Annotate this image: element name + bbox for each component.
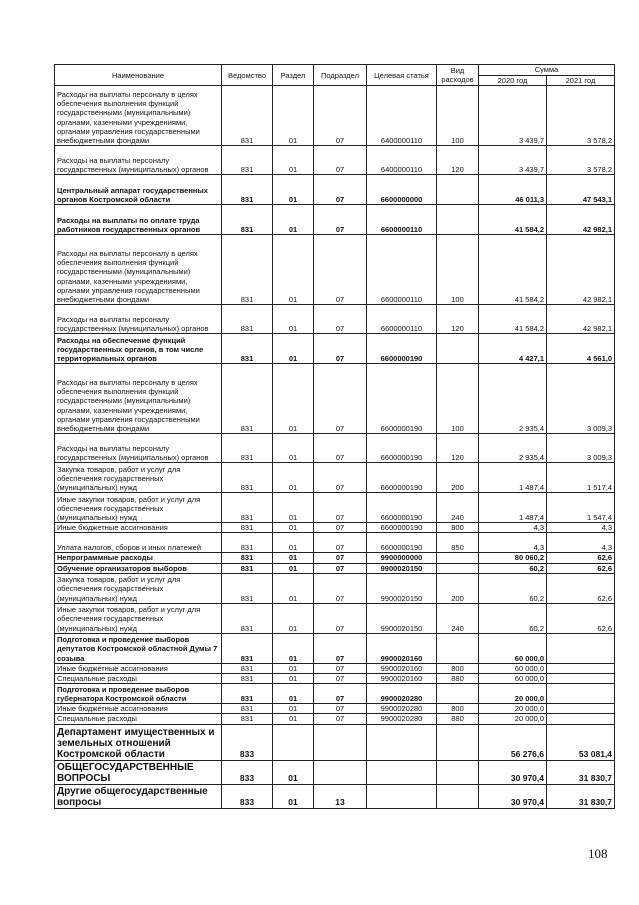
cell-dept: 831 bbox=[222, 663, 273, 673]
cell-target: 6600000190 bbox=[367, 523, 437, 533]
cell-subsection bbox=[314, 724, 367, 760]
cell-exptype: 850 bbox=[437, 533, 479, 553]
cell-y2020: 60,2 bbox=[479, 573, 547, 603]
cell-name: Специальные расходы bbox=[55, 714, 222, 724]
cell-target: 9900020280 bbox=[367, 714, 437, 724]
cell-y2020: 60 000,0 bbox=[479, 674, 547, 684]
cell-target: 6600000190 bbox=[367, 364, 437, 434]
cell-y2020: 60 000,0 bbox=[479, 663, 547, 673]
cell-dept: 831 bbox=[222, 563, 273, 573]
cell-target bbox=[367, 760, 437, 784]
cell-exptype bbox=[437, 760, 479, 784]
table-row bbox=[55, 603, 615, 633]
cell-name: Подготовка и проведение выборов губернатора Костромской области bbox=[55, 684, 222, 704]
cell-y2021: 1 517,4 bbox=[547, 463, 615, 493]
cell-subsection: 07 bbox=[314, 603, 367, 633]
table-row bbox=[55, 305, 615, 334]
cell-dept: 831 bbox=[222, 633, 273, 663]
cell-y2020: 4 427,1 bbox=[479, 334, 547, 364]
header-2021: 2021 год bbox=[547, 76, 615, 86]
cell-section: 01 bbox=[273, 633, 314, 663]
cell-exptype: 800 bbox=[437, 663, 479, 673]
cell-section: 01 bbox=[273, 364, 314, 434]
cell-dept: 831 bbox=[222, 714, 273, 724]
cell-name: Непрограммные расходы bbox=[55, 553, 222, 563]
table-row bbox=[55, 235, 615, 305]
cell-y2020: 20 000,0 bbox=[479, 684, 547, 704]
cell-target: 9900020280 bbox=[367, 704, 437, 714]
table-row bbox=[55, 463, 615, 493]
cell-section: 01 bbox=[273, 674, 314, 684]
cell-target: 9900020150 bbox=[367, 563, 437, 573]
cell-dept: 831 bbox=[222, 334, 273, 364]
cell-dept: 831 bbox=[222, 573, 273, 603]
cell-dept: 831 bbox=[222, 235, 273, 305]
cell-section: 01 bbox=[273, 523, 314, 533]
cell-name: Расходы на выплаты персоналу в целях обеспечения выполнения функций государственными (муниципальными) органами, казенными учреждениями, органами управления государственными внебюджетными фондами bbox=[55, 364, 222, 434]
budget-table bbox=[54, 64, 615, 809]
cell-y2021: 53 081,4 bbox=[547, 724, 615, 760]
cell-target: 9900000000 bbox=[367, 553, 437, 563]
cell-exptype bbox=[437, 684, 479, 704]
cell-dept: 831 bbox=[222, 704, 273, 714]
cell-target: 6600000190 bbox=[367, 434, 437, 463]
cell-section: 01 bbox=[273, 684, 314, 704]
cell-subsection: 07 bbox=[314, 663, 367, 673]
cell-y2021: 1 547,4 bbox=[547, 493, 615, 523]
cell-target: 6600000190 bbox=[367, 334, 437, 364]
cell-subsection: 07 bbox=[314, 704, 367, 714]
cell-exptype bbox=[437, 175, 479, 205]
cell-y2021: 4 561,0 bbox=[547, 334, 615, 364]
cell-y2020: 56 276,6 bbox=[479, 724, 547, 760]
cell-y2021: 3 578,2 bbox=[547, 146, 615, 175]
cell-y2021: 62,6 bbox=[547, 573, 615, 603]
cell-subsection: 07 bbox=[314, 533, 367, 553]
header-2020: 2020 год bbox=[479, 76, 547, 86]
table-row bbox=[55, 434, 615, 463]
header-dept: Ведомство bbox=[222, 65, 273, 86]
cell-subsection: 07 bbox=[314, 235, 367, 305]
cell-y2021: 62,6 bbox=[547, 603, 615, 633]
table-row bbox=[55, 493, 615, 523]
cell-y2020: 3 439,7 bbox=[479, 86, 547, 146]
cell-y2021: 42 982,1 bbox=[547, 205, 615, 235]
table-row bbox=[55, 714, 615, 724]
cell-name: Расходы на обеспечение функций государственных органов, в том числе территориальных органов bbox=[55, 334, 222, 364]
table-row bbox=[55, 146, 615, 175]
cell-y2021: 4,3 bbox=[547, 523, 615, 533]
table-row bbox=[55, 86, 615, 146]
cell-y2021 bbox=[547, 674, 615, 684]
cell-dept: 831 bbox=[222, 305, 273, 334]
cell-y2020: 46 011,3 bbox=[479, 175, 547, 205]
cell-target: 6400000110 bbox=[367, 86, 437, 146]
cell-subsection: 07 bbox=[314, 674, 367, 684]
page-number: 108 bbox=[588, 846, 608, 861]
table-row bbox=[55, 175, 615, 205]
cell-subsection: 07 bbox=[314, 205, 367, 235]
table-row bbox=[55, 563, 615, 573]
table-row bbox=[55, 633, 615, 663]
cell-section: 01 bbox=[273, 146, 314, 175]
cell-name: Другие общегосударственные вопросы bbox=[55, 784, 222, 808]
cell-dept: 831 bbox=[222, 463, 273, 493]
cell-y2021 bbox=[547, 633, 615, 663]
header-name: Наименование bbox=[55, 65, 222, 86]
cell-exptype bbox=[437, 553, 479, 563]
table-row bbox=[55, 724, 615, 760]
cell-y2020: 3 439,7 bbox=[479, 146, 547, 175]
cell-section: 01 bbox=[273, 533, 314, 553]
cell-dept: 831 bbox=[222, 146, 273, 175]
cell-dept: 831 bbox=[222, 523, 273, 533]
cell-name: Расходы на выплаты персоналу в целях обеспечения выполнения функций государственными (муниципальными) органами, казенными учреждениями, органами управления государственными внебюджетными фондами bbox=[55, 235, 222, 305]
cell-dept: 831 bbox=[222, 674, 273, 684]
cell-name: Расходы на выплаты персоналу в целях обеспечения выполнения функций государственными (муниципальными) органами, казенными учреждениями, органами управления государственными внебюджетными фондами bbox=[55, 86, 222, 146]
cell-y2020: 1 487,4 bbox=[479, 463, 547, 493]
cell-section: 01 bbox=[273, 235, 314, 305]
table-row bbox=[55, 334, 615, 364]
cell-y2021 bbox=[547, 684, 615, 704]
cell-y2021: 31 830,7 bbox=[547, 784, 615, 808]
cell-section: 01 bbox=[273, 784, 314, 808]
cell-subsection: 07 bbox=[314, 334, 367, 364]
cell-y2020: 41 584,2 bbox=[479, 305, 547, 334]
cell-y2021 bbox=[547, 663, 615, 673]
cell-section: 01 bbox=[273, 760, 314, 784]
cell-y2020: 41 584,2 bbox=[479, 205, 547, 235]
cell-y2021: 62,6 bbox=[547, 563, 615, 573]
cell-y2021: 3 009,3 bbox=[547, 364, 615, 434]
cell-dept: 831 bbox=[222, 205, 273, 235]
cell-exptype: 200 bbox=[437, 463, 479, 493]
cell-target: 6600000110 bbox=[367, 305, 437, 334]
table-row bbox=[55, 784, 615, 808]
cell-section: 01 bbox=[273, 704, 314, 714]
cell-exptype bbox=[437, 563, 479, 573]
cell-name: Департамент имущественных и земельных отношений Костромской области bbox=[55, 724, 222, 760]
cell-y2021: 3 009,3 bbox=[547, 434, 615, 463]
cell-exptype: 240 bbox=[437, 603, 479, 633]
cell-exptype: 120 bbox=[437, 434, 479, 463]
cell-section: 01 bbox=[273, 205, 314, 235]
cell-name: Расходы на выплаты персоналу государственных (муниципальных) органов bbox=[55, 146, 222, 175]
cell-dept: 831 bbox=[222, 533, 273, 553]
cell-y2021 bbox=[547, 714, 615, 724]
cell-subsection: 07 bbox=[314, 463, 367, 493]
cell-target: 9900020160 bbox=[367, 663, 437, 673]
cell-name: Специальные расходы bbox=[55, 674, 222, 684]
header-target: Целевая статья bbox=[367, 65, 437, 86]
cell-section: 01 bbox=[273, 663, 314, 673]
cell-dept: 831 bbox=[222, 364, 273, 434]
cell-target: 9900020160 bbox=[367, 674, 437, 684]
cell-y2020: 2 935,4 bbox=[479, 434, 547, 463]
cell-exptype bbox=[437, 334, 479, 364]
cell-exptype: 100 bbox=[437, 364, 479, 434]
cell-exptype bbox=[437, 784, 479, 808]
cell-exptype: 100 bbox=[437, 86, 479, 146]
cell-y2020: 2 935,4 bbox=[479, 364, 547, 434]
cell-section: 01 bbox=[273, 553, 314, 563]
cell-section: 01 bbox=[273, 463, 314, 493]
cell-exptype bbox=[437, 724, 479, 760]
cell-y2021: 31 830,7 bbox=[547, 760, 615, 784]
cell-name: Расходы на выплаты по оплате труда работников государственных органов bbox=[55, 205, 222, 235]
cell-dept: 831 bbox=[222, 553, 273, 563]
cell-section: 01 bbox=[273, 305, 314, 334]
cell-exptype: 100 bbox=[437, 235, 479, 305]
cell-y2021: 3 578,2 bbox=[547, 86, 615, 146]
cell-target: 6600000110 bbox=[367, 205, 437, 235]
cell-dept: 833 bbox=[222, 760, 273, 784]
cell-dept: 833 bbox=[222, 784, 273, 808]
cell-subsection: 07 bbox=[314, 434, 367, 463]
cell-section: 01 bbox=[273, 714, 314, 724]
table-row bbox=[55, 533, 615, 553]
cell-exptype: 120 bbox=[437, 305, 479, 334]
cell-dept: 833 bbox=[222, 724, 273, 760]
cell-section: 01 bbox=[273, 493, 314, 523]
header-exptype: Вид расходов bbox=[437, 65, 479, 86]
cell-y2020: 30 970,4 bbox=[479, 760, 547, 784]
cell-y2020: 4,3 bbox=[479, 533, 547, 553]
table-row bbox=[55, 205, 615, 235]
cell-name: Расходы на выплаты персоналу государственных (муниципальных) органов bbox=[55, 305, 222, 334]
cell-subsection: 07 bbox=[314, 523, 367, 533]
cell-y2020: 20 000,0 bbox=[479, 714, 547, 724]
cell-subsection: 07 bbox=[314, 553, 367, 563]
cell-name: Иные бюджетные ассигнования bbox=[55, 704, 222, 714]
cell-exptype bbox=[437, 205, 479, 235]
cell-y2020: 60,2 bbox=[479, 603, 547, 633]
cell-section: 01 bbox=[273, 175, 314, 205]
table-row bbox=[55, 760, 615, 784]
cell-section: 01 bbox=[273, 563, 314, 573]
header-subsection: Подраздел bbox=[314, 65, 367, 86]
cell-dept: 831 bbox=[222, 684, 273, 704]
cell-exptype bbox=[437, 633, 479, 663]
cell-target: 6600000000 bbox=[367, 175, 437, 205]
cell-y2021: 4,3 bbox=[547, 533, 615, 553]
cell-target: 6600000190 bbox=[367, 533, 437, 553]
cell-exptype: 880 bbox=[437, 674, 479, 684]
cell-dept: 831 bbox=[222, 493, 273, 523]
cell-name: Иные бюджетные ассигнования bbox=[55, 523, 222, 533]
cell-name: Иные закупки товаров, работ и услуг для обеспечения государственных (муниципальных) нужд bbox=[55, 603, 222, 633]
header-section: Раздел bbox=[273, 65, 314, 86]
cell-y2021: 47 543,1 bbox=[547, 175, 615, 205]
table-row bbox=[55, 674, 615, 684]
table-row bbox=[55, 663, 615, 673]
cell-target: 6600000110 bbox=[367, 235, 437, 305]
table-row bbox=[55, 553, 615, 563]
cell-y2021: 42 982,1 bbox=[547, 235, 615, 305]
cell-dept: 831 bbox=[222, 175, 273, 205]
cell-target: 6600000190 bbox=[367, 463, 437, 493]
cell-name: Центральный аппарат государственных органов Костромской области bbox=[55, 175, 222, 205]
cell-name: Закупка товаров, работ и услуг для обеспечения государственных (муниципальных) нужд bbox=[55, 573, 222, 603]
table-row bbox=[55, 523, 615, 533]
cell-subsection bbox=[314, 760, 367, 784]
cell-y2020: 20 000,0 bbox=[479, 704, 547, 714]
cell-exptype: 800 bbox=[437, 523, 479, 533]
cell-name: Закупка товаров, работ и услуг для обеспечения государственных (муниципальных) нужд bbox=[55, 463, 222, 493]
cell-y2020: 1 487,4 bbox=[479, 493, 547, 523]
cell-subsection: 07 bbox=[314, 146, 367, 175]
cell-subsection: 07 bbox=[314, 684, 367, 704]
cell-subsection: 07 bbox=[314, 633, 367, 663]
cell-subsection: 07 bbox=[314, 305, 367, 334]
cell-section: 01 bbox=[273, 334, 314, 364]
cell-target: 6600000190 bbox=[367, 493, 437, 523]
cell-exptype: 120 bbox=[437, 146, 479, 175]
cell-subsection: 13 bbox=[314, 784, 367, 808]
cell-name: Иные закупки товаров, работ и услуг для обеспечения государственных (муниципальных) нужд bbox=[55, 493, 222, 523]
cell-name: ОБЩЕГОСУДАРСТВЕННЫЕ ВОПРОСЫ bbox=[55, 760, 222, 784]
cell-dept: 831 bbox=[222, 86, 273, 146]
cell-y2020: 41 584,2 bbox=[479, 235, 547, 305]
cell-section bbox=[273, 724, 314, 760]
cell-name: Расходы на выплаты персоналу государственных (муниципальных) органов bbox=[55, 434, 222, 463]
cell-subsection: 07 bbox=[314, 573, 367, 603]
cell-y2020: 4,3 bbox=[479, 523, 547, 533]
cell-exptype: 800 bbox=[437, 704, 479, 714]
cell-section: 01 bbox=[273, 573, 314, 603]
cell-target: 9900020150 bbox=[367, 603, 437, 633]
cell-y2020: 60,2 bbox=[479, 563, 547, 573]
table-row bbox=[55, 704, 615, 714]
cell-name: Уплата налогов, сборов и иных платежей bbox=[55, 533, 222, 553]
table-row bbox=[55, 573, 615, 603]
cell-dept: 831 bbox=[222, 603, 273, 633]
cell-subsection: 07 bbox=[314, 86, 367, 146]
table-row bbox=[55, 684, 615, 704]
cell-y2020: 80 060,2 bbox=[479, 553, 547, 563]
cell-target: 9900020150 bbox=[367, 573, 437, 603]
cell-subsection: 07 bbox=[314, 714, 367, 724]
cell-dept: 831 bbox=[222, 434, 273, 463]
cell-subsection: 07 bbox=[314, 364, 367, 434]
cell-exptype: 880 bbox=[437, 714, 479, 724]
cell-target bbox=[367, 784, 437, 808]
cell-target: 9900020280 bbox=[367, 684, 437, 704]
cell-target: 6400000110 bbox=[367, 146, 437, 175]
cell-subsection: 07 bbox=[314, 175, 367, 205]
cell-section: 01 bbox=[273, 434, 314, 463]
cell-y2021: 42 982,1 bbox=[547, 305, 615, 334]
cell-y2021: 62,6 bbox=[547, 553, 615, 563]
cell-name: Обучение организаторов выборов bbox=[55, 563, 222, 573]
table-header bbox=[55, 65, 615, 86]
cell-target: 9900020160 bbox=[367, 633, 437, 663]
header-sum: Сумма bbox=[479, 65, 615, 76]
cell-subsection: 07 bbox=[314, 563, 367, 573]
cell-y2020: 30 970,4 bbox=[479, 784, 547, 808]
table-row bbox=[55, 364, 615, 434]
cell-section: 01 bbox=[273, 86, 314, 146]
cell-name: Иные бюджетные ассигнования bbox=[55, 663, 222, 673]
cell-section: 01 bbox=[273, 603, 314, 633]
cell-name: Подготовка и проведение выборов депутатов Костромской областной Думы 7 созыва bbox=[55, 633, 222, 663]
cell-target bbox=[367, 724, 437, 760]
cell-subsection: 07 bbox=[314, 493, 367, 523]
table-body bbox=[55, 86, 615, 808]
cell-exptype: 200 bbox=[437, 573, 479, 603]
cell-y2021 bbox=[547, 704, 615, 714]
cell-exptype: 240 bbox=[437, 493, 479, 523]
cell-y2020: 60 000,0 bbox=[479, 633, 547, 663]
